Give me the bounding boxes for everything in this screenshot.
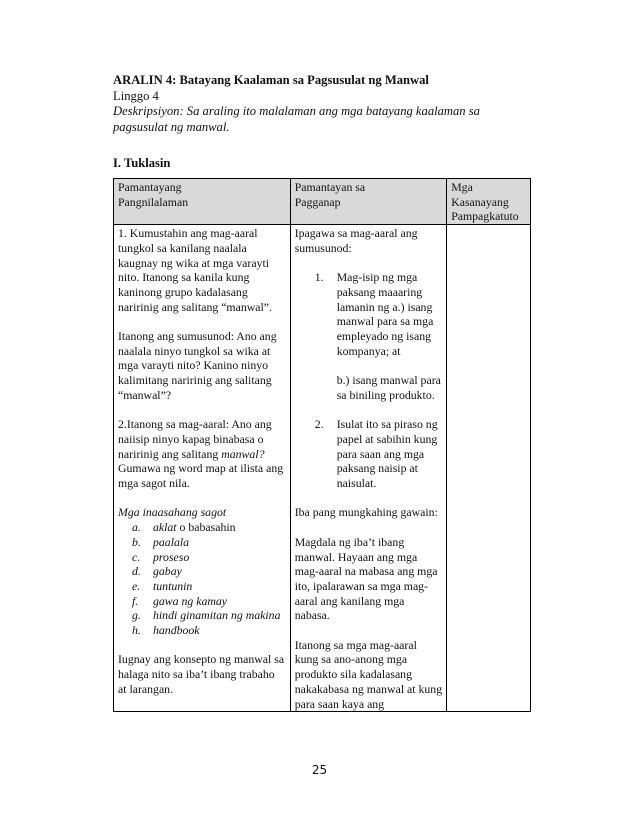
other-activities-paragraph-1: Magdala ng iba’t ibang manwal. Hayaan ang mga mag-aaral na mabasa ang mga ito, ipalarawan sa mga mag-aaral ang kanilang mga nabasa. <box>294 534 438 623</box>
list-item: 1. Mag-isip ng mga paksang maaaring lamanin ng a.) isang manwal para sa mga empleyado ng isang kompanya; at b.) isang manwal para sa biniling produkto. <box>314 270 441 402</box>
lesson-description: Deskripsiyon: Sa araling ito malalaman ang mga batayang kaalaman sa pagsusulat ng manwal. <box>113 104 480 134</box>
intro-text: Ipagawa sa mag-aaral ang sumusunod: <box>294 226 418 255</box>
performance-standard-cell <box>290 225 447 712</box>
lesson-title: ARALIN 4: Batayang Kaalaman sa Pagsusulat ng Manwal <box>113 73 429 87</box>
section-title: I. Tuklasin <box>113 156 171 170</box>
header-line: Pagganap <box>294 194 341 209</box>
learning-competencies-cell <box>447 225 531 712</box>
list-item: f. gawa ng kamay <box>132 593 228 608</box>
expected-answers-list <box>118 520 286 638</box>
paragraph-2: Itanong ang sumusunod: Ano ang naalala ninyo tungkol sa wika at mga varayti nito? Kanino ninyo kalimitang naririnig ang salitang “manwal”? <box>118 329 277 402</box>
header-line: Pampagkatuto <box>451 209 519 224</box>
list-item: b. paalala <box>132 534 190 549</box>
paragraph-1: 1. Kumustahin ang mag-aaral tungkol sa kanilang naalala kaugnay ng wika at mga varayti nito. Itanong sa kanila kung kaninong grupo kadalasang naririnig ang salitang “manwal”. <box>118 226 272 314</box>
paragraph-3-end: Gumawa ng word map at ilista ang mga sagot nila. <box>118 461 284 491</box>
list-item: c. proseso <box>132 549 190 564</box>
activity-1b-text: b.) isang manwal para sa biniling produkto. <box>336 373 441 402</box>
paragraph-3-italic: manwal? <box>221 446 265 461</box>
expected-answers-label: Mga inaasahang sagot <box>118 505 227 520</box>
activity-2-text: Isulat ito sa piraso ng papel at sabihin kung para saan ang mga paksang naisip at naisulat. <box>336 417 438 491</box>
paragraph-3-start: 2.Itanong sa mag-aaral: Ano ang naiisip ninyo kapag binabasa o naririnig ang salitang <box>118 417 272 461</box>
header-line: Mga Kasanayang <box>451 180 509 209</box>
other-activities-paragraph-2: Itanong sa mga mag-aaral kung sa ano-anong mga produkto sila kadalasang nakakabasa ng manwal at kung para saan kaya ang <box>294 637 443 711</box>
lesson-header <box>113 73 533 135</box>
header-line: Pamantayang <box>118 180 182 194</box>
lesson-week: Linggo 4 <box>113 88 159 103</box>
list-item: 2. Isulat ito sa piraso ng papel at sabihin kung para saan ang mga paksang naisip at naisulat. <box>315 417 443 491</box>
header-line: Pangnilalaman <box>118 194 189 209</box>
header-pamantayang-pangnilalaman <box>114 179 291 225</box>
list-item: e. tuntunin <box>132 578 193 593</box>
activity-list <box>295 270 443 491</box>
list-item: a. aklat o babasahin <box>132 520 236 535</box>
other-activities-label: Iba pang mungkahing gawain: <box>294 505 438 520</box>
lesson-table <box>113 178 531 712</box>
list-item: g. hindi ginamitan ng makina <box>132 608 281 623</box>
header-mga-kasanayang-pampagkatuto <box>447 179 531 225</box>
table-body-row <box>114 225 531 712</box>
activity-1-text: Mag-isip ng mga paksang maaaring lamanin ng a.) isang manwal para sa mga empleyado ng isang kompanya; at <box>336 270 434 358</box>
table-header-row <box>114 179 531 225</box>
header-pamantayan-sa-pagganap <box>290 179 447 225</box>
list-item: h. handbook <box>132 623 200 638</box>
list-item: d. gabay <box>132 564 182 579</box>
paragraph-4: Iugnay ang konsepto ng manwal sa halaga nito sa iba’t ibang trabaho at larangan. <box>118 652 285 696</box>
paragraph-3 <box>118 417 286 491</box>
header-line: Pamantayan sa <box>294 180 366 194</box>
page-number: 25 <box>311 763 328 777</box>
content-standard-cell <box>114 225 291 712</box>
